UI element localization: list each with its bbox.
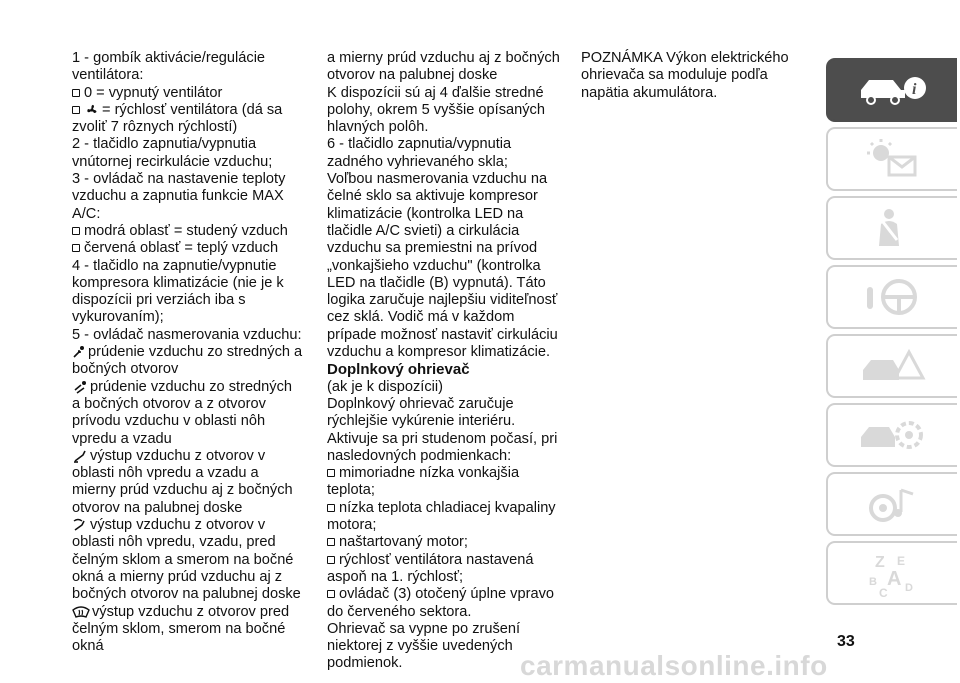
list-item — [72, 517, 304, 603]
bullet-icon — [72, 227, 80, 235]
item-text: výstup vzduchu z otvorov v oblasti nôh vpredu, vzadu, pred čelným sklom a smerom na bočné okná a mierny prúd vzduchu aj z bočných otvorov na palubnej doske — [72, 517, 301, 603]
bullet-icon — [327, 469, 335, 477]
list-item — [72, 223, 304, 240]
tab-safety[interactable] — [826, 196, 957, 260]
item-text: výstup vzduchu z otvorov pred čelným sklom, smerom na bočné okná — [72, 603, 290, 655]
item-text: prúdenie vzduchu zo stredných a bočných otvorov — [72, 344, 303, 378]
paragraph: 5 - ovládač nasmerovania vzduchu: — [72, 326, 302, 343]
page-number: 33 — [837, 633, 855, 650]
paragraph: Aktivuje sa pri studenom počasí, pri nasledovných podmienkach: — [327, 430, 558, 464]
airflow-feet-windshield-icon — [72, 518, 88, 532]
svg-text:B: B — [868, 576, 877, 588]
paragraph: 4 - tlačidlo na zapnutie/vypnutie kompresora klimatizácie (nie je k dispozícii pri verziách iba s vykurovaním); — [72, 257, 284, 326]
item-text: ovládač (3) otočený úplne vpravo do červeného sektora. — [327, 586, 554, 620]
car-info-icon — [853, 70, 933, 110]
svg-text:E: E — [896, 554, 905, 568]
item-text: rýchlosť ventilátora nastavená aspoň na 1. rýchlosť; — [327, 551, 534, 585]
steering-wheel-icon — [853, 275, 933, 319]
list-item — [72, 344, 304, 379]
item-text: 0 = vypnutý ventilátor — [84, 84, 223, 101]
list-item — [72, 604, 304, 656]
list-item — [327, 586, 560, 621]
tab-multimedia[interactable] — [826, 472, 957, 536]
svg-text:D: D — [904, 582, 913, 594]
emergency-icon — [853, 344, 933, 388]
svg-text:Z: Z — [874, 554, 885, 571]
safety-icon — [853, 206, 933, 250]
maintenance-icon — [853, 413, 933, 457]
item-text: mimoriadne nízka vonkajšia teplota; — [327, 465, 520, 499]
multimedia-icon — [853, 482, 933, 526]
column-2 — [327, 50, 560, 673]
list-item — [327, 465, 560, 500]
tab-car-info[interactable] — [826, 58, 957, 122]
item-text: = rýchlosť ventilátora (dá sa zvoliť 7 rôznych rýchlostí) — [72, 101, 283, 136]
column-3 — [581, 50, 806, 102]
fan-icon — [84, 103, 100, 117]
paragraph: 6 - tlačidlo zapnutia/vypnutia zadného vyhrievaného skla; — [327, 136, 512, 170]
list-item — [72, 102, 304, 137]
paragraph: (ak je k dispozícii) — [327, 378, 443, 395]
warning-lights-icon — [853, 137, 933, 181]
airflow-feet-icon — [72, 449, 88, 463]
list-item — [72, 85, 304, 102]
bullet-icon — [327, 538, 335, 546]
tab-index[interactable] — [826, 541, 957, 605]
item-text: výstup vzduchu z otvorov v oblasti nôh vpredu a vzadu a mierny prúd vzduchu aj z bočných otvorov na palubnej doske — [72, 447, 293, 516]
item-text: prúdenie vzduchu zo stredných a bočných otvorov a z otvorov prívodu vzduchu v oblasti nôh vpredu a vzadu — [72, 378, 293, 447]
item-text: modrá oblasť = studený vzduch — [84, 222, 288, 239]
paragraph: a mierny prúd vzduchu aj z bočných otvorov na palubnej doske — [327, 50, 560, 84]
paragraph: 2 - tlačidlo zapnutia/vypnutia vnútornej recirkulácie vzduchu; — [72, 136, 273, 170]
tab-emergency[interactable] — [826, 334, 957, 398]
paragraph: Voľbou nasmerovania vzduchu na čelné sklo sa aktivuje kompresor klimatizácie (kontrolka LED na tlačidle A/C svieti) a cirkulácia vzduchu sa premiestni na prívod „vonkajšieho vzduchu" (kontrolka LED na tlačidle (B) vypnutá). Táto logika zaručuje najlepšiu viditeľnosť cez sklá. Vodič má v každom prípade možnosť nastaviť cirkuláciu vzduchu a kompresor klimatizácie. — [327, 171, 558, 361]
svg-text:A: A — [886, 568, 901, 590]
list-item — [327, 552, 560, 587]
item-text: nízka teplota chladiacej kvapaliny motora; — [327, 499, 556, 534]
paragraph: Ohrievač sa vypne po zrušení niektorej z vyššie uvedených podmienok. — [327, 620, 521, 672]
airflow-face-icon — [72, 345, 86, 359]
tab-warning-lights[interactable] — [826, 127, 957, 191]
airflow-face-feet-icon — [72, 380, 88, 394]
list-item — [72, 240, 304, 257]
list-item — [72, 379, 304, 448]
section-heading: Doplnkový ohrievač — [327, 361, 470, 379]
watermark: carmanualsonline.info — [520, 650, 828, 681]
bullet-icon — [72, 89, 80, 97]
windshield-defrost-icon — [72, 605, 90, 619]
item-text: červená oblasť = teplý vzduch — [84, 240, 279, 257]
bullet-icon — [327, 590, 335, 598]
list-item — [327, 534, 560, 551]
column-1 — [72, 50, 304, 655]
bullet-icon — [72, 244, 80, 252]
paragraph: 3 - ovládač na nastavenie teploty vzduchu a zapnutia funkcie MAX A/C: — [72, 171, 286, 222]
list-item — [72, 448, 304, 517]
paragraph: 1 - gombík aktivácie/regulácie ventilátora: — [72, 50, 266, 84]
tab-steering[interactable] — [826, 265, 957, 329]
paragraph: K dispozícii sú aj 4 ďalšie stredné polohy, okrem 5 vyššie opísaných hlavných polôh. — [327, 84, 545, 136]
bullet-icon — [72, 106, 80, 114]
svg-text:i: i — [911, 81, 916, 98]
chapter-sidebar — [826, 58, 957, 610]
bullet-icon — [327, 556, 335, 564]
item-text: naštartovaný motor; — [339, 534, 468, 551]
note: POZNÁMKA Výkon elektrického ohrievača sa moduluje podľa napätia akumulátora. — [581, 50, 789, 101]
index-icon — [853, 547, 933, 599]
svg-text:C: C — [878, 586, 888, 599]
tab-maintenance[interactable] — [826, 403, 957, 467]
list-item — [327, 500, 560, 535]
bullet-icon — [327, 504, 335, 512]
paragraph: Doplnkový ohrievač zaručuje rýchlejšie vykúrenie interiéru. — [327, 395, 516, 430]
